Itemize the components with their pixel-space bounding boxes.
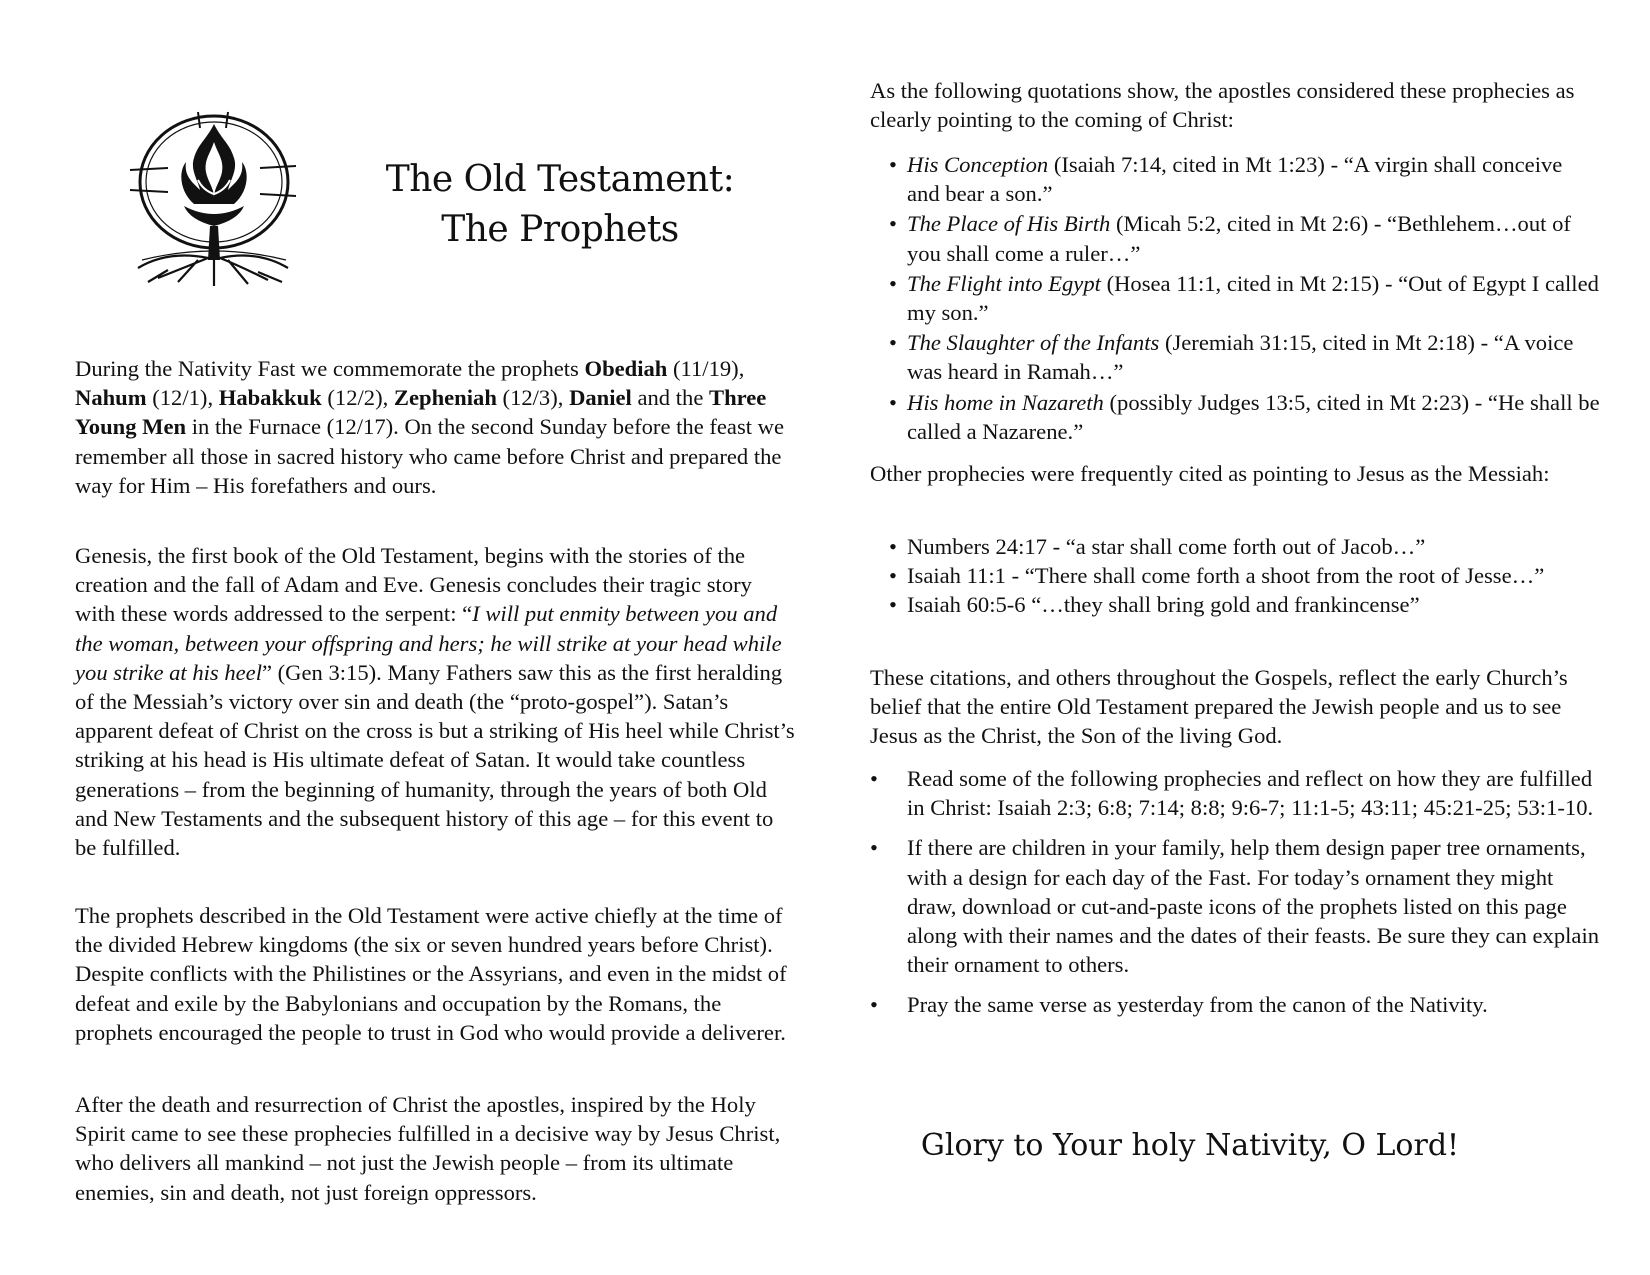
closing-line: Glory to Your holy Nativity, O Lord! (920, 1128, 1460, 1163)
paragraph-citations: These citations, and others throughout the Gospels, reflect the early Church’s belief that the entire Old Testament prepared the Jewish people and us to see Jesus as the Christ, the Son of the living God. (870, 665, 1568, 749)
list-item: • The Slaughter of the Infants (Jeremiah 31:15, cited in Mt 2:18) - “A voice was heard in Ramah…” (870, 328, 1600, 386)
action-list (870, 764, 1600, 1031)
prophet-daniel: Daniel (569, 385, 632, 411)
list-item: • His Conception (Isaiah 7:14, cited in Mt 1:23) - “A virgin shall conceive and bear a son.” (870, 150, 1600, 208)
quotations-list (870, 150, 1600, 447)
list-item: • If there are children in your family, help them design paper tree ornaments, with a design for each day of the Fast. For today’s ornament they might draw, download or cut-and-paste icons of the prophets listed on this page along with their names and the dates of their feasts. Be sure they can explain their ornament to others. (870, 833, 1600, 979)
prophet-three-young-men: Three Young Men (75, 385, 767, 440)
paragraph-prophets-active: The prophets described in the Old Testament were active chiefly at the time of the divided Hebrew kingdoms (the six or seven hundred years before Christ). Despite conflicts with the Philistines or the Assyrians, and even in the midst of defeat and exile by the Babylonians and occupation by the Romans, the prophets encouraged the people to trust in God who would provide a deliverer. (75, 903, 787, 1045)
title-line-1: The Old Testament: (385, 159, 735, 200)
paragraph-apostles: After the death and resurrection of Christ the apostles, inspired by the Holy Spirit came to see these prophecies fulfilled in a decisive way by Jesus Christ, who delivers all mankind – not just the Jewish people – from its ultimate enemies, sin and death, not just foreign oppressors. (75, 1092, 781, 1205)
list-item: • Numbers 24:17 - “a star shall come forth out of Jacob…” (870, 532, 1544, 561)
paragraph-prophets-commemorated: During the Nativity Fast we commemorate the prophets Obediah (11/19), Nahum (12/1), Habakkuk (12/2), Zepheniah (12/3), Daniel and the Three Young Men in the Furnace (12/17). On the second Sunday before the feast we remember all those in sacred history who came before Christ and prepared the way for Him – His forefathers and ours. (75, 356, 785, 498)
burning-bush-tree-emblem (128, 110, 298, 288)
other-prophecies-list (870, 532, 1544, 620)
page-title (360, 155, 760, 255)
list-item: • His home in Nazareth (possibly Judges 13:5, cited in Mt 2:23) - “He shall be called a Nazarene.” (870, 388, 1600, 446)
paragraph-genesis: Genesis, the first book of the Old Testament, begins with the stories of the creation and the fall of Adam and Eve. Genesis concludes their tragic story with these words addressed to the serpent: “I will put enmity between you and the woman, between your offspring and hers; he will strike at your head while you strike at his heel” (Gen 3:15). Many Fathers saw this as the first heralding of the Messiah’s victory over sin and death (the “proto-gospel”). Satan’s apparent defeat of Christ on the cross is but a striking of His heel while Christ’s striking at his head is His ultimate defeat of Satan. It would take countless generations – from the beginning of humanity, through the years of both Old and New Testaments and the subsequent history of this age – for this event to be fulfilled. (75, 543, 795, 861)
title-line-2: The Prophets (441, 209, 679, 250)
paragraph-other-prophecies: Other prophecies were frequently cited as pointing to Jesus as the Messiah: (870, 461, 1550, 486)
list-item: • The Flight into Egypt (Hosea 11:1, cited in Mt 2:15) - “Out of Egypt I called my son.” (870, 269, 1600, 327)
prophet-nahum: Nahum (75, 385, 147, 411)
list-item: • The Place of His Birth (Micah 5:2, cited in Mt 2:6) - “Bethlehem…out of you shall come a ruler…” (870, 209, 1600, 267)
prophet-zepheniah: Zepheniah (393, 385, 497, 411)
list-item: • Read some of the following prophecies and reflect on how they are fulfilled in Christ: Isaiah 2:3; 6:8; 7:14; 8:8; 9:6-7; 11:1-5; 43:11; 45:21-25; 53:1-10. (870, 764, 1600, 822)
prophet-habakkuk: Habakkuk (218, 385, 322, 411)
list-item: • Isaiah 11:1 - “There shall come forth a shoot from the root of Jesse…” (870, 561, 1544, 590)
genesis-quote: I will put enmity between you and the woman, between your offspring and hers; he will strike at your head while you strike at his heel (75, 601, 782, 685)
paragraph-quotations-intro: As the following quotations show, the apostles considered these prophecies as clearly pointing to the coming of Christ: (870, 78, 1575, 133)
prophet-obediah: Obediah (584, 356, 668, 381)
list-item: • Isaiah 60:5-6 “…they shall bring gold and frankincense” (870, 590, 1544, 619)
list-item: • Pray the same verse as yesterday from the canon of the Nativity. (870, 990, 1600, 1019)
